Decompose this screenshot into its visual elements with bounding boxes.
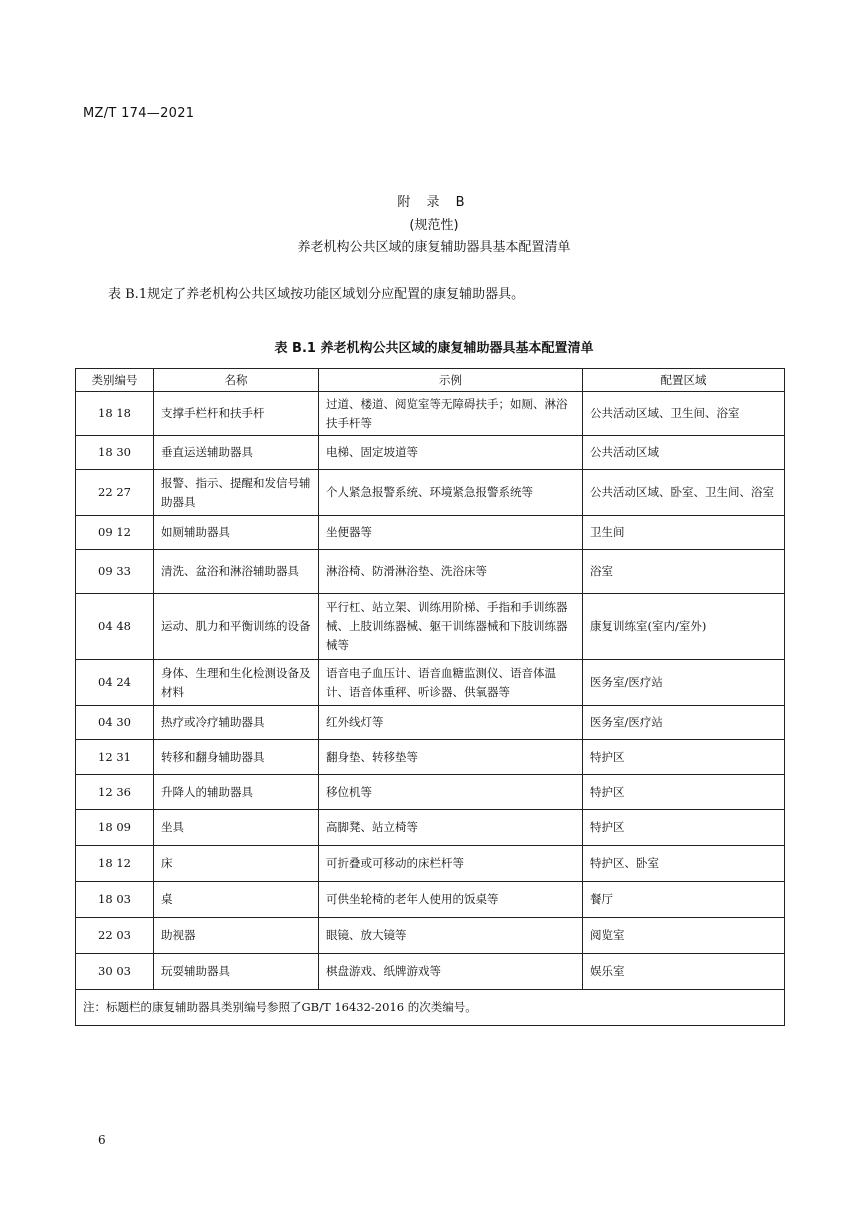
table-row [76, 436, 785, 470]
page-number: 6 [98, 1133, 106, 1147]
cell-name: 清洗、盆浴和淋浴辅助器具 [154, 550, 319, 594]
cell-name: 支撑手栏杆和扶手杆 [154, 392, 319, 436]
cell-area: 康复训练室(室内/室外) [583, 594, 785, 660]
cell-area: 特护区 [583, 810, 785, 846]
cell-name: 如厕辅助器具 [154, 516, 319, 550]
table-row [76, 392, 785, 436]
intro-paragraph: 表 B.1规定了养老机构公共区域按功能区域划分应配置的康复辅助器具。 [108, 287, 525, 302]
cell-example: 翻身垫、转移垫等 [319, 740, 583, 775]
cell-name: 坐具 [154, 810, 319, 846]
cell-example: 可供坐轮椅的老年人使用的饭桌等 [319, 882, 583, 918]
cell-example: 高脚凳、站立椅等 [319, 810, 583, 846]
cell-code: 18 03 [76, 882, 154, 918]
table-title: 表 B.1 养老机构公共区域的康复辅助器具基本配置清单 [274, 341, 594, 356]
cell-example: 棋盘游戏、纸牌游戏等 [319, 954, 583, 990]
header-name: 名称 [154, 369, 319, 392]
cell-example: 坐便器等 [319, 516, 583, 550]
table-row [76, 846, 785, 882]
table-body [76, 392, 785, 990]
cell-name: 身体、生理和生化检测设备及材料 [154, 660, 319, 706]
table-row [76, 810, 785, 846]
cell-area: 阅览室 [583, 918, 785, 954]
cell-example: 平行杠、站立架、训练用阶梯、手指和手训练器械、上肢训练器械、躯干训练器械和下肢训练器械等 [319, 594, 583, 660]
cell-code: 18 30 [76, 436, 154, 470]
table-row [76, 775, 785, 810]
table-row [76, 550, 785, 594]
cell-name: 热疗或冷疗辅助器具 [154, 706, 319, 740]
cell-area: 特护区、卧室 [583, 846, 785, 882]
cell-name: 报警、指示、提醒和发信号辅助器具 [154, 470, 319, 516]
table-row [76, 882, 785, 918]
header-example: 示例 [319, 369, 583, 392]
cell-name: 运动、肌力和平衡训练的设备 [154, 594, 319, 660]
cell-area: 娱乐室 [583, 954, 785, 990]
cell-area: 特护区 [583, 775, 785, 810]
cell-code: 18 18 [76, 392, 154, 436]
cell-name: 桌 [154, 882, 319, 918]
cell-code: 09 12 [76, 516, 154, 550]
cell-code: 12 36 [76, 775, 154, 810]
table-row [76, 516, 785, 550]
table-row [76, 594, 785, 660]
table-row [76, 470, 785, 516]
cell-example: 过道、楼道、阅览室等无障碍扶手；如厕、淋浴扶手杆等 [319, 392, 583, 436]
table-note: 注：标题栏的康复辅助器具类别编号参照了GB/T 16432-2016 的次类编号。 [76, 990, 785, 1026]
table-row [76, 740, 785, 775]
document-code: MZ/T 174—2021 [83, 106, 195, 121]
cell-area: 公共活动区域、卧室、卫生间、浴室 [583, 470, 785, 516]
cell-example: 眼镜、放大镜等 [319, 918, 583, 954]
header-code: 类别编号 [76, 369, 154, 392]
cell-code: 18 12 [76, 846, 154, 882]
annex-normative: (规范性) [409, 218, 459, 233]
cell-code: 30 03 [76, 954, 154, 990]
cell-name: 床 [154, 846, 319, 882]
cell-example: 电梯、固定坡道等 [319, 436, 583, 470]
cell-code: 04 30 [76, 706, 154, 740]
cell-area: 卫生间 [583, 516, 785, 550]
table-header-row [76, 369, 785, 392]
table-row [76, 660, 785, 706]
table-row [76, 706, 785, 740]
cell-name: 转移和翻身辅助器具 [154, 740, 319, 775]
table-row [76, 918, 785, 954]
cell-name: 升降人的辅助器具 [154, 775, 319, 810]
cell-area: 浴室 [583, 550, 785, 594]
table-note-row [76, 990, 785, 1026]
cell-area: 公共活动区域 [583, 436, 785, 470]
cell-code: 22 27 [76, 470, 154, 516]
cell-code: 04 24 [76, 660, 154, 706]
annex-label: 附 录 B [397, 195, 471, 210]
cell-name: 玩耍辅助器具 [154, 954, 319, 990]
cell-code: 22 03 [76, 918, 154, 954]
header-area: 配置区域 [583, 369, 785, 392]
cell-area: 医务室/医疗站 [583, 706, 785, 740]
cell-area: 特护区 [583, 740, 785, 775]
cell-code: 12 31 [76, 740, 154, 775]
cell-example: 个人紧急报警系统、环境紧急报警系统等 [319, 470, 583, 516]
annex-title: 养老机构公共区域的康复辅助器具基本配置清单 [297, 240, 571, 255]
cell-name: 助视器 [154, 918, 319, 954]
cell-example: 淋浴椅、防滑淋浴垫、洗浴床等 [319, 550, 583, 594]
table-row [76, 954, 785, 990]
cell-example: 可折叠或可移动的床栏杆等 [319, 846, 583, 882]
cell-code: 09 33 [76, 550, 154, 594]
cell-code: 04 48 [76, 594, 154, 660]
config-table [75, 368, 785, 1026]
cell-code: 18 09 [76, 810, 154, 846]
cell-area: 医务室/医疗站 [583, 660, 785, 706]
cell-area: 公共活动区域、卫生间、浴室 [583, 392, 785, 436]
cell-example: 红外线灯等 [319, 706, 583, 740]
cell-area: 餐厅 [583, 882, 785, 918]
cell-example: 语音电子血压计、语音血糖监测仪、语音体温计、语音体重秤、听诊器、供氧器等 [319, 660, 583, 706]
cell-name: 垂直运送辅助器具 [154, 436, 319, 470]
cell-example: 移位机等 [319, 775, 583, 810]
